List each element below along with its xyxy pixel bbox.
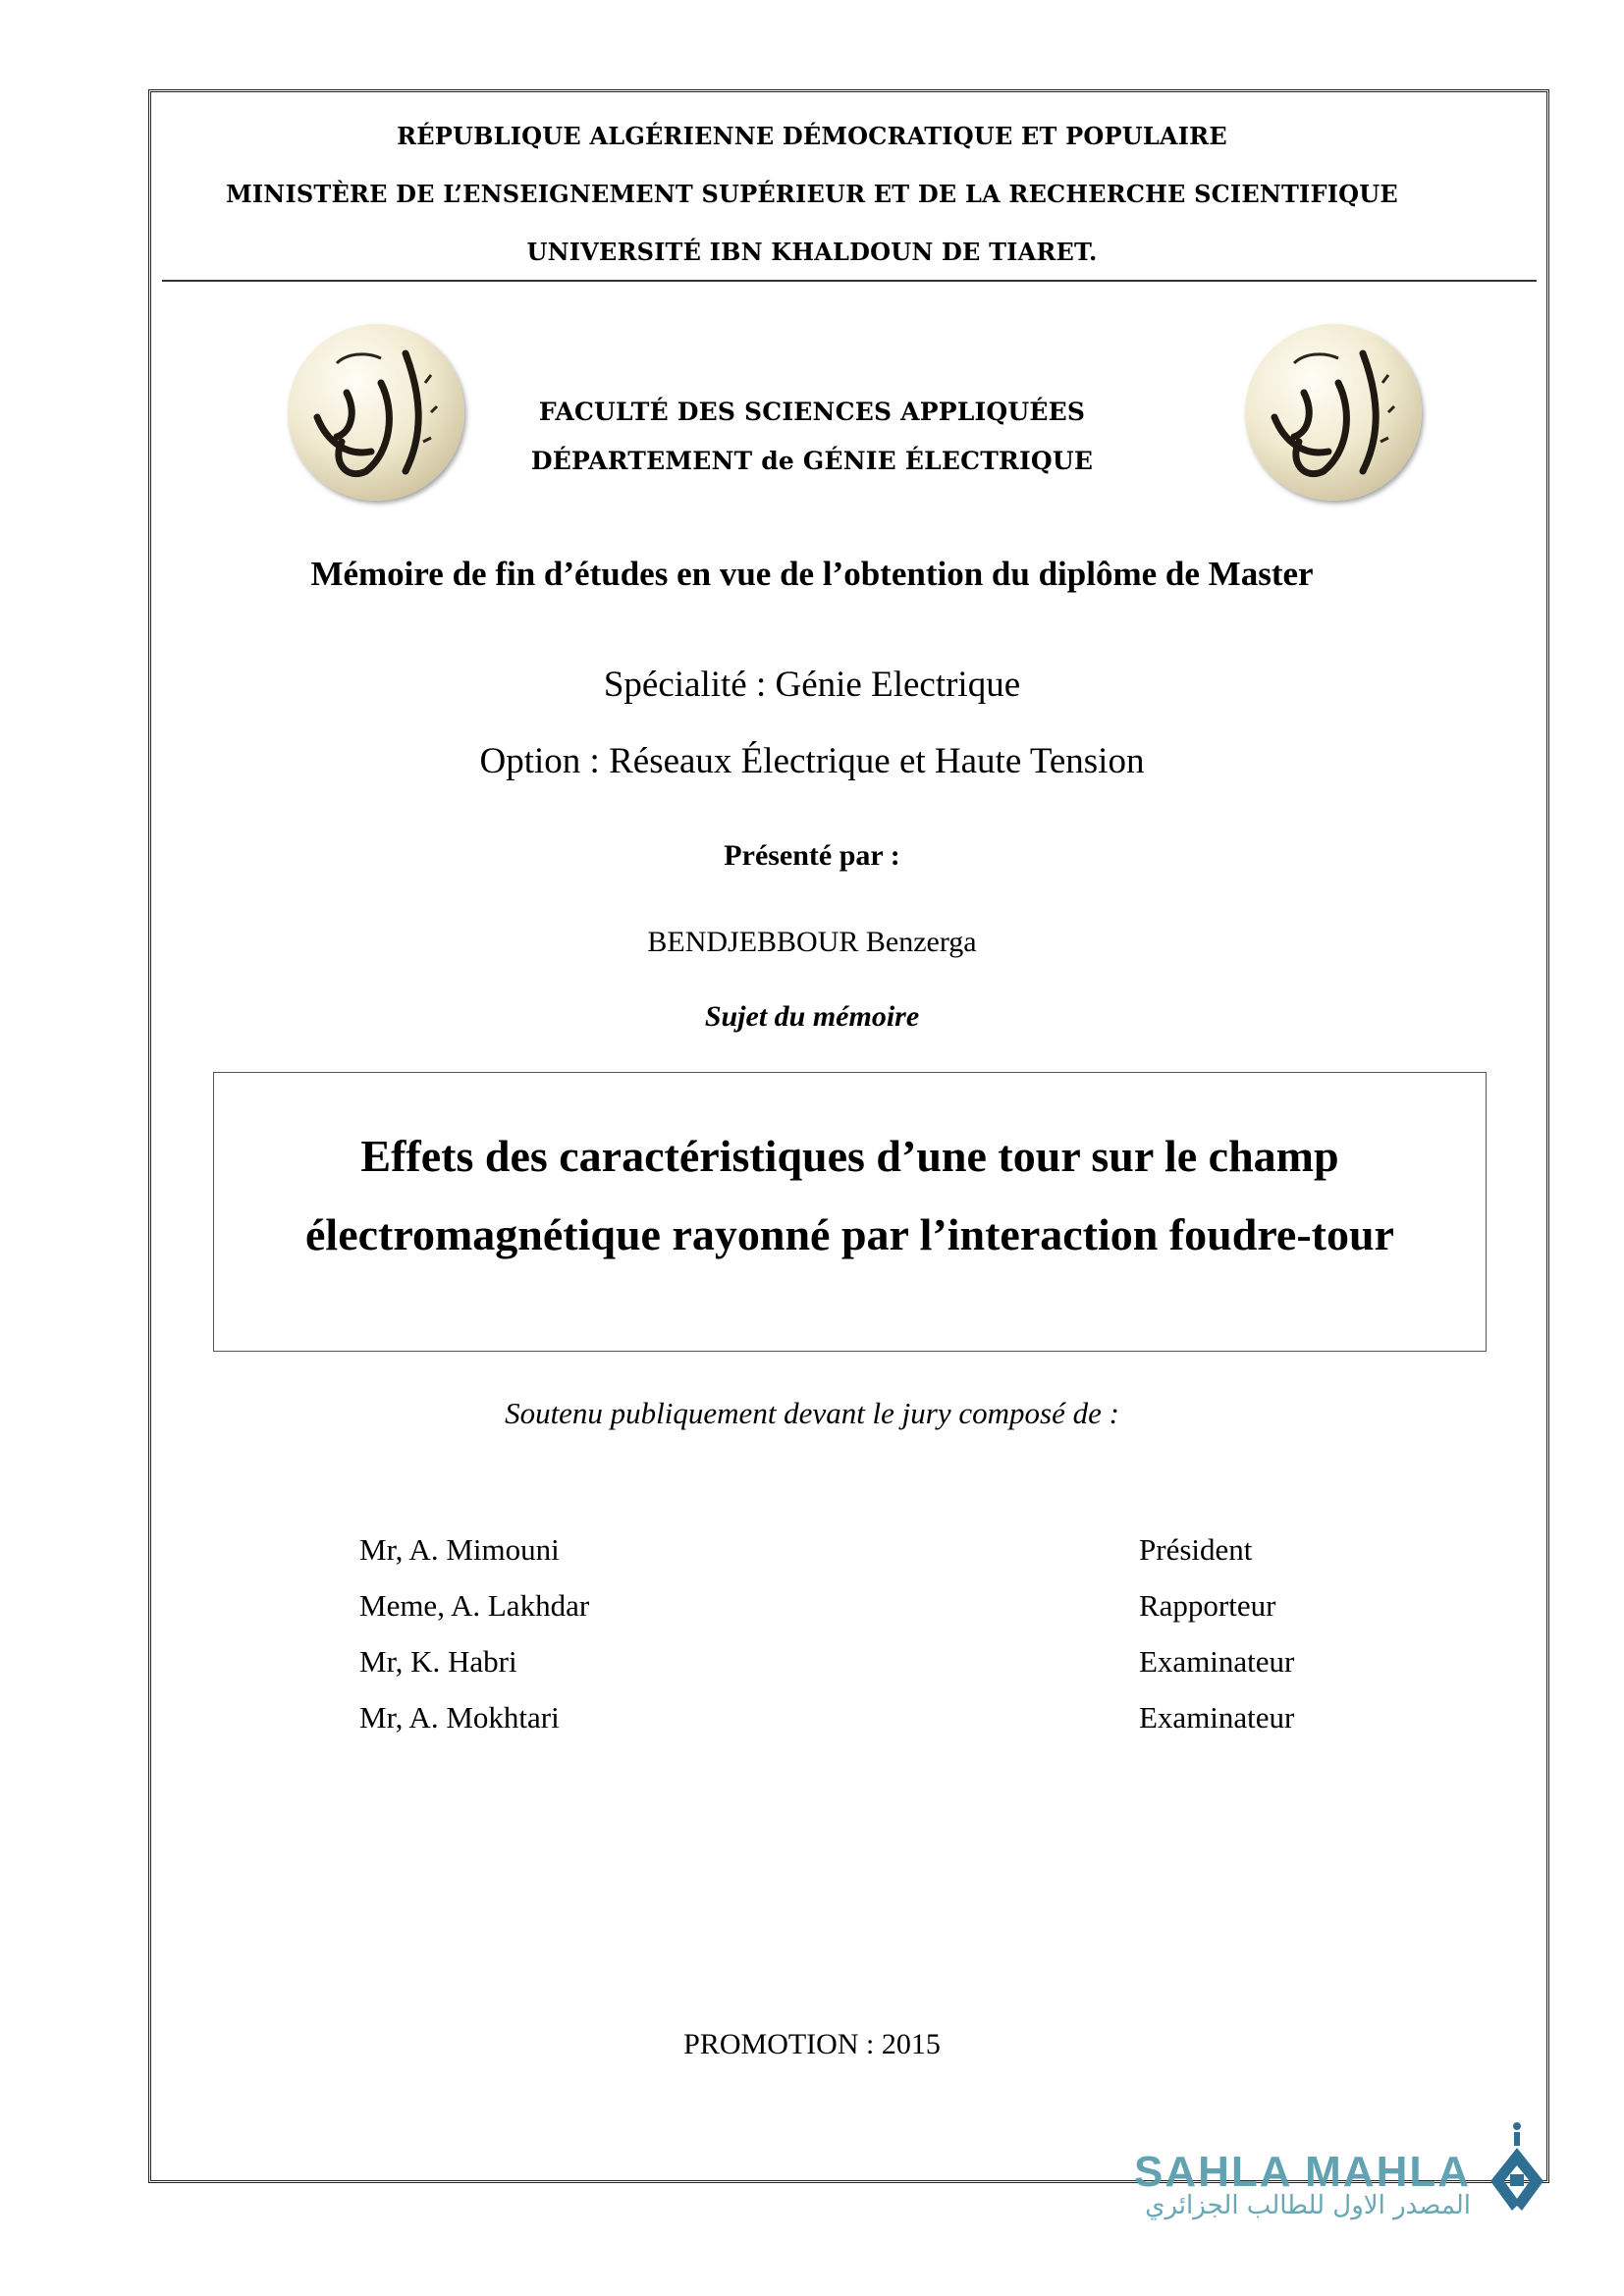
- option: Option : Réseaux Électrique et Haute Tension: [479, 741, 1145, 781]
- sahla-mahla-watermark: [1134, 2148, 1471, 2220]
- sahla-mahla-emblem-icon: [1483, 2120, 1551, 2223]
- jury-member-role: Examinateur: [1139, 1644, 1295, 1679]
- thesis-title-line1: Effets des caractéristiques d’une tour sur le champ: [360, 1131, 1339, 1181]
- thesis-title-box: [213, 1072, 1487, 1352]
- jury-member-role: Président: [1139, 1532, 1253, 1567]
- header-divider: [162, 280, 1537, 282]
- header-republic: RÉPUBLIQUE ALGÉRIENNE DÉMOCRATIQUE ET POPULAIRE: [397, 122, 1227, 150]
- jury-member-name: Meme, A. Lakhdar: [359, 1588, 590, 1623]
- jury-member-role: Rapporteur: [1139, 1588, 1276, 1623]
- jury-member-name: Mr, A. Mimouni: [359, 1532, 560, 1567]
- subject-label: Sujet du mémoire: [704, 1000, 920, 1033]
- specialite: Spécialité : Génie Electrique: [603, 665, 1021, 705]
- presented-by-label: Présenté par :: [724, 839, 900, 872]
- memoire-heading: Mémoire de fin d’études en vue de l’obtention du diplôme de Master: [310, 555, 1314, 593]
- jury-member-name: Mr, A. Mokhtari: [359, 1700, 560, 1735]
- thesis-title-line2: électromagnétique rayonné par l’interaction foudre-tour: [305, 1209, 1394, 1259]
- jury-intro: Soutenu publiquement devant le jury composé de :: [505, 1396, 1119, 1430]
- header-university: UNIVERSITÉ IBN KHALDOUN DE TIARET.: [526, 238, 1098, 266]
- promotion-year: PROMOTION : 2015: [683, 2028, 941, 2060]
- faculty-name: FACULTÉ DES SCIENCES APPLIQUÉES: [538, 398, 1086, 426]
- jury-member-name: Mr, K. Habri: [359, 1644, 517, 1679]
- header-ministry: MINISTÈRE DE L’ENSEIGNEMENT SUPÉRIEUR ET DE LA RECHERCHE SCIENTIFIQUE: [226, 180, 1398, 208]
- watermark-latin-text: SAHLA MAHLA: [1134, 2148, 1471, 2196]
- jury-member-role: Examinateur: [1139, 1700, 1295, 1735]
- department-name: DÉPARTEMENT de GÉNIE ÉLECTRIQUE: [530, 447, 1094, 475]
- author-name: BENDJEBBOUR Benzerga: [647, 926, 977, 958]
- watermark-arabic-text: المصدر الاول للطالب الجزائري: [1145, 2191, 1471, 2220]
